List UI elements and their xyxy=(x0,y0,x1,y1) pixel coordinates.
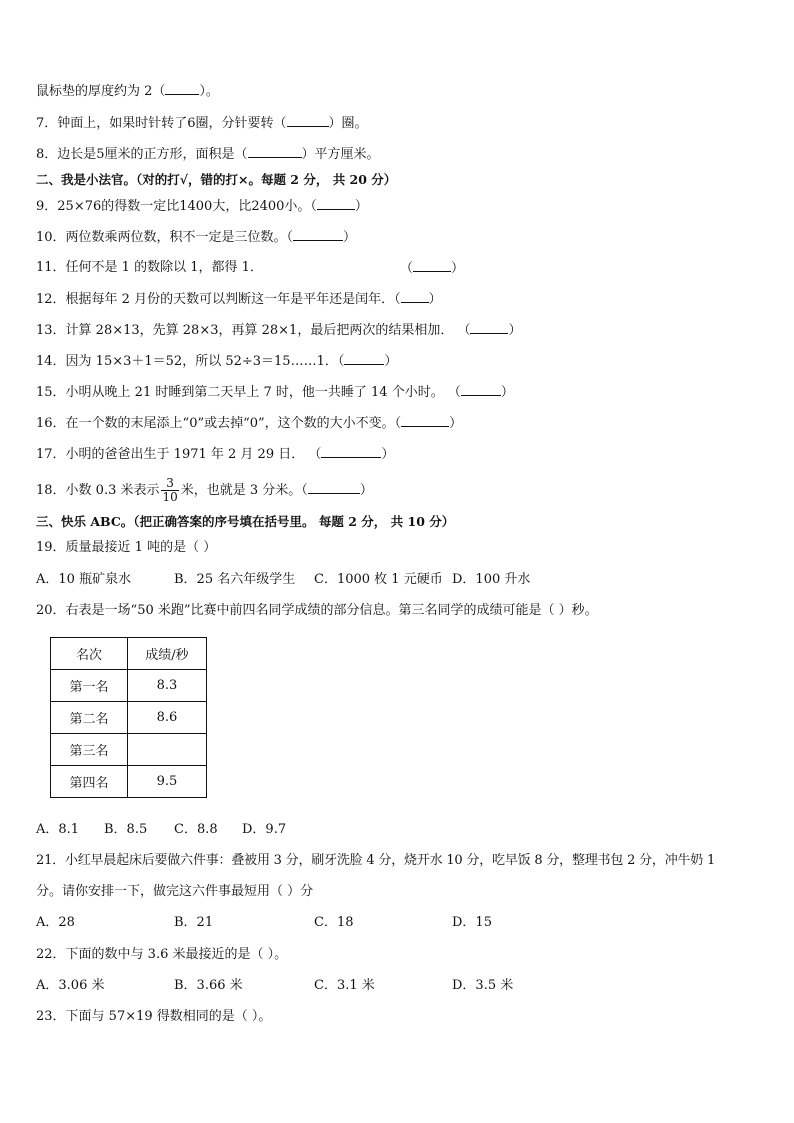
table-cell: 8.6 xyxy=(128,702,207,734)
question-19-options xyxy=(36,571,776,589)
question-22-options xyxy=(36,977,596,995)
question-9: 9．25×76的得数一定比1400大，比2400小。（ ） xyxy=(36,199,368,214)
option-a[interactable]: A．8.1 xyxy=(36,822,80,837)
table-cell: 第二名 xyxy=(51,702,128,734)
answer-blank[interactable] xyxy=(401,414,449,427)
option-a[interactable]: A．28 xyxy=(36,915,75,930)
question-16: 16．在一个数的末尾添上“0”或去掉“0”，这个数的大小不变。（ ） xyxy=(36,416,463,431)
answer-blank[interactable] xyxy=(287,114,329,127)
question-mousepad: 鼠标垫的厚度约为 2（ ）。 xyxy=(36,84,219,99)
table-cell: 第三名 xyxy=(51,734,128,766)
answer-blank[interactable] xyxy=(248,145,302,158)
question-text: 8．边长是5厘米的正方形，面积是（ xyxy=(36,147,248,162)
option-d[interactable]: D．9.7 xyxy=(242,822,287,837)
option-c[interactable]: C．18 xyxy=(314,915,354,930)
question-14: 14．因为 15×3＋1＝52，所以 52÷3＝15……1．（ ） xyxy=(36,354,398,369)
option-c[interactable]: C．3.1 米 xyxy=(314,978,375,993)
answer-blank[interactable] xyxy=(321,445,381,458)
option-c[interactable]: C．1000 枚 1 元硬币 xyxy=(314,572,443,587)
option-c[interactable]: C．8.8 xyxy=(174,822,218,837)
question-18: 18．小数 0.3 米表示 $\frac{3}{10}$ 米，也就是 3 分米。（ ） xyxy=(36,476,373,504)
question-13: 13．计算 28×13，先算 28×3，再算 28×1，最后把两次的结果相加． （ ） xyxy=(36,323,522,338)
answer-blank[interactable] xyxy=(165,82,199,95)
table-row xyxy=(51,766,207,798)
table-row xyxy=(51,670,207,702)
answer-blank[interactable] xyxy=(401,290,429,303)
question-7: 7．钟面上，如果时针转了6圈，分针要转（ ）圈。 xyxy=(36,116,368,131)
table-cell: 第四名 xyxy=(51,766,128,798)
option-d[interactable]: D．100 升水 xyxy=(452,572,531,587)
answer-blank[interactable] xyxy=(470,321,508,334)
question-11: 11．任何不是 1 的数除以 1，都得 1． （ ） xyxy=(36,260,465,276)
table-header-cell: 成绩/秒 xyxy=(128,638,207,670)
answer-blank[interactable] xyxy=(413,259,451,272)
question-8: 8．边长是5厘米的正方形，面积是（ ）平方厘米。 xyxy=(36,147,380,162)
table-row xyxy=(51,734,207,766)
question-23: 23．下面与 57×19 得数相同的是（ ）。 xyxy=(36,1009,272,1024)
score-table xyxy=(50,637,207,798)
section-3-title: 三、快乐 ABC。（把正确答案的序号填在括号里。 每题 2 分， 共 10 分） xyxy=(36,514,455,529)
question-text: 7．钟面上，如果时针转了6圈，分针要转（ xyxy=(36,116,287,131)
table-header-cell: 名次 xyxy=(51,638,128,670)
option-d[interactable]: D．3.5 米 xyxy=(452,978,514,993)
table-cell: 9.5 xyxy=(128,766,207,798)
question-17: 17．小明的爸爸出生于 1971 年 2 月 29 日． （ ） xyxy=(36,447,395,462)
answer-blank[interactable] xyxy=(461,383,501,396)
option-a[interactable]: A．3.06 米 xyxy=(36,978,105,993)
question-12: 12．根据每年 2 月份的天数可以判断这一年是平年还是闰年．（ ） xyxy=(36,292,442,307)
question-21-line-1: 21．小红早晨起床后要做六件事：叠被用 3 分，刷牙洗脸 4 分，烧开水 10 分，吃早饭 8 分，整理书包 2 分，冲牛奶 1 xyxy=(36,853,716,868)
table-row xyxy=(51,702,207,734)
question-10: 10．两位数乘两位数，积不一定是三位数。（ ） xyxy=(36,230,357,245)
question-text: 鼠标垫的厚度约为 2（ xyxy=(36,84,166,99)
answer-blank[interactable] xyxy=(293,228,343,241)
question-15: 15．小明从晚上 21 时睡到第二天早上 7 时，他一共睡了 14 个小时。 （ ） xyxy=(36,385,514,400)
answer-blank[interactable] xyxy=(308,475,360,494)
option-a[interactable]: A．10 瓶矿泉水 xyxy=(36,572,132,587)
question-21-line-2: 分。请你安排一下，做完这六件事最短用（ ）分 xyxy=(36,884,314,899)
section-2-title: 二、我是小法官。（对的打√，错的打×。每题 2 分， 共 20 分） xyxy=(36,172,397,187)
question-19: 19．质量最接近 1 吨的是（ ） xyxy=(36,540,217,555)
question-21-options xyxy=(36,914,596,932)
option-d[interactable]: D．15 xyxy=(452,915,492,930)
question-22: 22．下面的数中与 3.6 米最接近的是（ ）。 xyxy=(36,947,288,962)
table-cell: 8.3 xyxy=(128,670,207,702)
option-b[interactable]: B．25 名六年级学生 xyxy=(174,572,296,587)
option-b[interactable]: B．3.66 米 xyxy=(174,978,243,993)
answer-blank[interactable] xyxy=(317,197,355,210)
question-20-options xyxy=(36,821,436,839)
option-b[interactable]: B．8.5 xyxy=(104,822,148,837)
question-20: 20．右表是一场“50 米跑”比赛中前四名同学成绩的部分信息。第三名同学的成绩可能是（ ）秒。 xyxy=(36,603,598,618)
answer-blank[interactable] xyxy=(344,352,384,365)
fraction: $\frac{3}{10}$ xyxy=(162,476,178,504)
table-header-row xyxy=(51,638,207,670)
table-cell xyxy=(128,734,207,766)
option-b[interactable]: B．21 xyxy=(174,915,214,930)
table-cell: 第一名 xyxy=(51,670,128,702)
